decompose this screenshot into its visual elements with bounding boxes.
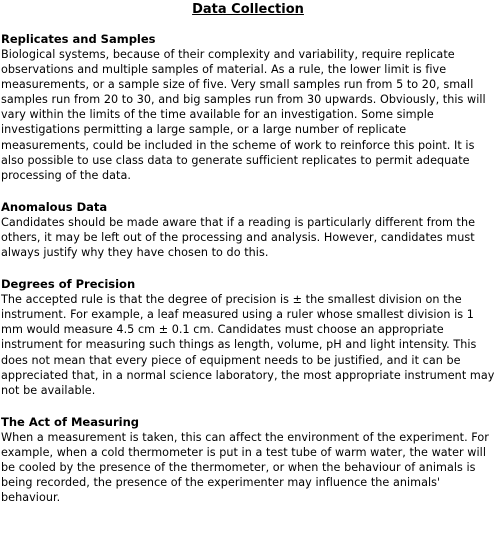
section-heading: The Act of Measuring [1,414,140,429]
section-paragraph: The accepted rule is that the degree of precision is ± the smallest division on the instrument. For example, a leaf measured using a ruler whose smallest division is 1 mm would measure 4.5 cm ± 0.1 cm. Candidates must choose an appropriate instrument for measuring such things as length, volume, pH and light intensity. This does not mean that every piece of equipment needs to be justified, and it can be appreciated that, in a normal science laboratory, the most appropriate instrument may not be available. [1,293,495,397]
section-replicates-and-samples [1,32,495,183]
section-heading: Anomalous Data [1,199,108,214]
section-heading: Degrees of Precision [1,277,136,292]
section-anomalous-data [1,200,495,260]
document-page [0,1,497,560]
section-paragraph: Biological systems, because of their complexity and variability, require replicate observations and multiple samples of material. As a rule, the lower limit is five measurements, or a sample size of five. Very small samples run from 5 to 20, small samples run from 20 to 30, and big samples run from 30 upwards. Obviously, this will vary within the limits of the time available for an investigation. Some simple investigations permitting a large sample, or a large number of replicate measurements, could be included in the scheme of work to reinforce this point. It is also possible to use class data to generate sufficient replicates to permit adequate processing of the data. [1,48,486,182]
section-degrees-of-precision [1,277,495,398]
page-title: Data Collection [192,2,304,17]
section-act-of-measuring [1,415,495,505]
section-heading: Replicates and Samples [1,32,156,46]
section-paragraph: When a measurement is taken, this can affect the environment of the experiment. For example, when a cold thermometer is put in a test tube of warm water, the water will be cooled by the presence of the thermometer, or when the behaviour of animals is being recorded, the presence of the experimenter may influence the animals' behaviour. [1,430,489,505]
section-paragraph: Candidates should be made aware that if a reading is particularly different from the others, it may be left out of the processing and analysis. However, candidates must always justify why they have chosen to do this. [1,215,476,260]
